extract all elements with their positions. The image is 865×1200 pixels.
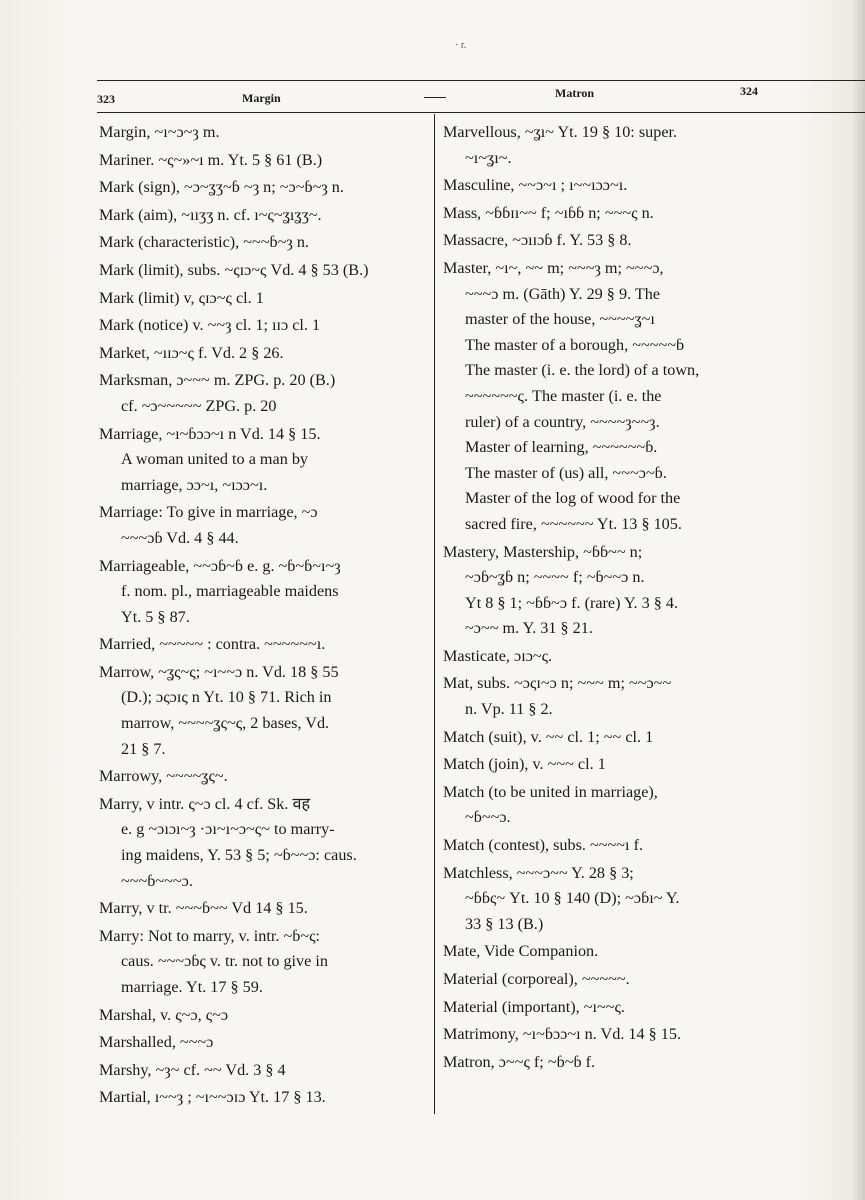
dictionary-entry	[99, 792, 429, 894]
entry-headline: Marshal, v. ς~ɔ, ς~ɔ	[99, 1005, 229, 1024]
entry-headline: Marvellous, ~ʓı~ Yt. 19 § 10: super.	[443, 123, 678, 141]
dictionary-entry	[99, 924, 429, 1001]
entry-continuation: ruler) of a country, ~~~~ȝ~~ȝ.	[465, 412, 660, 431]
left-guide-word: Margin	[242, 91, 281, 105]
entry-continuation: Master of learning, ~~~~~~ɓ.	[465, 438, 658, 457]
entry-headline: Matron, ɔ~~ς f; ~ɓ~ɓ f.	[443, 1052, 596, 1071]
entry-continuation: n. Vp. 11 § 2.	[465, 700, 553, 719]
entry-continuation: ~ɔ~~ m. Y. 31 § 21.	[465, 619, 593, 638]
entry-headline: Match (suit), v. ~~ cl. 1; ~~ cl. 1	[443, 727, 654, 746]
entry-headline: Marry, v intr. ς~ɔ cl. 4 cf. Sk. वह	[99, 794, 311, 813]
entry-continuation: marriage. Yt. 17 § 59.	[121, 978, 263, 996]
entry-continuation: f. nom. pl., marriageable maidens	[121, 582, 339, 601]
entry-headline: Mate, Vide Companion.	[443, 942, 599, 961]
dictionary-entry	[443, 1022, 765, 1048]
entry-headline: Masculine, ~~ɔ~ı ; ı~~ıɔɔ~ı.	[443, 176, 628, 195]
dictionary-entry	[99, 1030, 429, 1056]
speck-mark: · r.	[455, 40, 467, 51]
entry-headline: Match (to be united in marriage),	[443, 782, 658, 801]
entry-headline: Material (important), ~ı~~ς.	[443, 997, 625, 1016]
entry-headline: Margin, ~ı~ɔ~ȝ m.	[99, 123, 220, 141]
header-rule	[97, 112, 865, 113]
dictionary-entry	[99, 896, 429, 922]
entry-headline: Marshalled, ~~~ɔ	[99, 1033, 214, 1052]
entry-headline: Match (contest), subs. ~~~~ı f.	[443, 836, 644, 855]
entry-headline: Mark (sign), ~ɔ~ʓʒ~ɓ ~ȝ n; ~ɔ~ɓ~ȝ n.	[99, 178, 344, 197]
entry-headline: Mark (limit) v, ςɪɔ~ς cl. 1	[99, 288, 264, 307]
entry-continuation: e. g ~ɔıɔı~ȝ ·ɔı~ı~ɔ~ς~ to marry-	[121, 820, 335, 839]
entry-headline: Marry: Not to marry, v. intr. ~ɓ~ς:	[99, 926, 320, 945]
entry-headline: Massacre, ~ɔıɪɔɓ f. Y. 53 § 8.	[443, 231, 632, 250]
dictionary-entry	[443, 671, 765, 722]
entry-headline: Married, ~~~~~ : contra. ~~~~~~ı.	[99, 635, 326, 654]
top-rule	[97, 80, 865, 81]
column-divider	[434, 114, 435, 1114]
dictionary-entry	[99, 313, 429, 339]
dictionary-entry	[99, 368, 429, 419]
entry-continuation: ~~~ɔɓ Vd. 4 § 44.	[121, 528, 239, 547]
entry-headline: Mark (characteristic), ~~~ɓ~ȝ n.	[99, 233, 309, 252]
dictionary-entry	[99, 230, 429, 256]
entry-continuation: The master of a borough, ~~~~~ɓ	[465, 335, 685, 354]
entry-headline: Masticate, ɔɪɔ~ς.	[443, 646, 553, 665]
entry-headline: Marriageable, ~~ɔɓ~ɓ e. g. ~ɓ~ɓ~ı~ȝ	[99, 556, 341, 575]
dictionary-entry	[99, 175, 429, 201]
dictionary-entry	[443, 995, 765, 1021]
dictionary-entry	[443, 120, 765, 171]
running-header	[97, 84, 865, 106]
entry-headline: Match (join), v. ~~~ cl. 1	[443, 755, 606, 774]
dictionary-entry	[99, 1085, 429, 1111]
right-page-number: 324	[740, 84, 758, 98]
entry-continuation: (D.); ɔςɔɪς n Yt. 10 § 71. Rich in	[121, 688, 332, 707]
entry-continuation: marriage, ɔɔ~ı, ~ıɔɔ~ı.	[121, 475, 268, 494]
entry-continuation: The master of (us) all, ~~~ɔ~ɓ.	[465, 463, 667, 482]
dictionary-entry	[443, 967, 765, 993]
entry-continuation: ~ɔɓ~ʓɓ n; ~~~~ f; ~ɓ~~ɔ n.	[465, 568, 645, 587]
dictionary-entry	[443, 725, 765, 751]
entry-continuation: marrow, ~~~~ʓς~ς, 2 bases, Vd.	[121, 714, 330, 733]
entry-continuation: Yt 8 § 1; ~ɓɓ~ɔ f. (rare) Y. 3 § 4.	[465, 593, 679, 612]
entry-headline: Marriage, ~ı~ɓɔɔ~ı n Vd. 14 § 15.	[99, 424, 321, 443]
entry-continuation: ing maidens, Y. 53 § 5; ~ɓ~~ɔ: caus.	[121, 846, 357, 865]
dictionary-entry	[99, 258, 429, 284]
entry-headline: Marksman, ɔ~~~ m. ZPG. p. 20 (B.)	[99, 371, 336, 390]
dictionary-entry	[443, 1050, 765, 1076]
dictionary-entry	[443, 228, 765, 254]
entry-headline: Marrowy, ~~~~ʓς~.	[99, 767, 228, 786]
entry-headline: Mark (notice) v. ~~ȝ cl. 1; ıɪɔ cl. 1	[99, 316, 321, 335]
left-page-number: 323	[97, 92, 115, 106]
entry-continuation: master of the house, ~~~~ʓ~ı	[465, 310, 655, 329]
dictionary-entry	[99, 500, 429, 551]
dictionary-entry	[99, 632, 429, 658]
dictionary-entry	[99, 764, 429, 790]
dictionary-entry	[99, 1058, 429, 1084]
dictionary-entry	[99, 148, 429, 174]
entry-headline: Marshy, ~ȝ~ cf. ~~ Vd. 3 § 4	[99, 1060, 286, 1079]
entry-headline: Market, ~ıɪɔ~ς f. Vd. 2 § 26.	[99, 343, 284, 362]
entry-headline: Mariner. ~ς~»~ı m. Yt. 5 § 61 (B.)	[99, 150, 323, 169]
entry-headline: Mat, subs. ~ɔςɪ~ɔ n; ~~~ m; ~~ɔ~~	[443, 674, 672, 693]
entry-continuation: ~~~~~~ς. The master (i. e. the	[465, 386, 662, 405]
entry-headline: Mass, ~ɓɓɪı~~ f; ~ıɓɓ n; ~~~ς n.	[443, 203, 654, 222]
dictionary-entry	[443, 861, 765, 938]
dictionary-entry	[99, 286, 429, 312]
dictionary-entry	[443, 752, 765, 778]
header-dash	[424, 97, 446, 98]
entry-continuation: cf. ~ɔ~~~~~ ZPG. p. 20	[121, 396, 277, 415]
entry-continuation: ~ɓ~~ɔ.	[465, 808, 511, 827]
left-column	[99, 120, 429, 1113]
entry-continuation: The master (i. e. the lord) of a town,	[465, 361, 700, 380]
entry-continuation: ~~~ɓ~~~ɔ.	[121, 871, 193, 890]
dictionary-entry	[99, 554, 429, 631]
entry-continuation: ~ı~ʓı~.	[465, 148, 512, 167]
entry-continuation: Yt. 5 § 87.	[121, 607, 190, 626]
right-column	[443, 120, 765, 1077]
right-guide-word: Matron	[555, 86, 595, 100]
entry-continuation: caus. ~~~ɔɓς v. tr. not to give in	[121, 952, 328, 971]
dictionary-entry	[443, 833, 765, 859]
entry-headline: Matrimony, ~ı~ɓɔɔ~ı n. Vd. 14 § 15.	[443, 1025, 682, 1044]
page-edge-shadow	[851, 0, 865, 1200]
entry-headline: Master, ~ı~, ~~ m; ~~~ȝ m; ~~~ɔ,	[443, 258, 664, 277]
dictionary-entry	[443, 780, 765, 831]
entry-headline: Marriage: To give in marriage, ~ɔ	[99, 503, 318, 522]
entry-headline: Mark (limit), subs. ~ςɪɔ~ς Vd. 4 § 53 (B.)	[99, 260, 369, 279]
entry-continuation: sacred fire, ~~~~~~ Yt. 13 § 105.	[465, 514, 682, 533]
dictionary-entry	[99, 341, 429, 367]
entry-headline: Marrow, ~ʓς~ς; ~ı~~ɔ n. Vd. 18 § 55	[99, 662, 339, 681]
dictionary-entry	[99, 120, 429, 146]
dictionary-entry	[99, 203, 429, 229]
dictionary-entry	[443, 644, 765, 670]
entry-continuation: 21 § 7.	[121, 739, 166, 758]
entry-headline: Matchless, ~~~ɔ~~ Y. 28 § 3;	[443, 863, 634, 882]
entry-continuation: Master of the log of wood for the	[465, 489, 681, 508]
entry-headline: Mastery, Mastership, ~ɓɓ~~ n;	[443, 542, 643, 561]
dictionary-entry	[99, 1003, 429, 1029]
dictionary-entry	[99, 422, 429, 499]
dictionary-entry	[443, 201, 765, 227]
entry-continuation: ~ɓɓς~ Yt. 10 § 140 (D); ~ɔɓı~ Y.	[465, 889, 680, 908]
entry-continuation: 33 § 13 (B.)	[465, 914, 544, 933]
entry-headline: Marry, v tr. ~~~ɓ~~ Vd 14 § 15.	[99, 899, 308, 918]
entry-continuation: A woman united to a man by	[121, 450, 309, 469]
dictionary-entry	[443, 540, 765, 642]
entry-continuation: ~~~ɔ m. (Gāth) Y. 29 § 9. The	[465, 284, 661, 303]
dictionary-entry	[443, 256, 765, 538]
dictionary-entry	[99, 660, 429, 762]
dictionary-entry	[443, 939, 765, 965]
dictionary-entry	[443, 173, 765, 199]
entry-headline: Martial, ı~~ȝ ; ~ı~~ɔɪɔ Yt. 17 § 13.	[99, 1088, 326, 1107]
entry-headline: Material (corporeal), ~~~~~.	[443, 970, 630, 988]
entry-headline: Mark (aim), ~ııʒʒ n. cf. ı~ς~ʓıʓʒ~.	[99, 205, 322, 224]
